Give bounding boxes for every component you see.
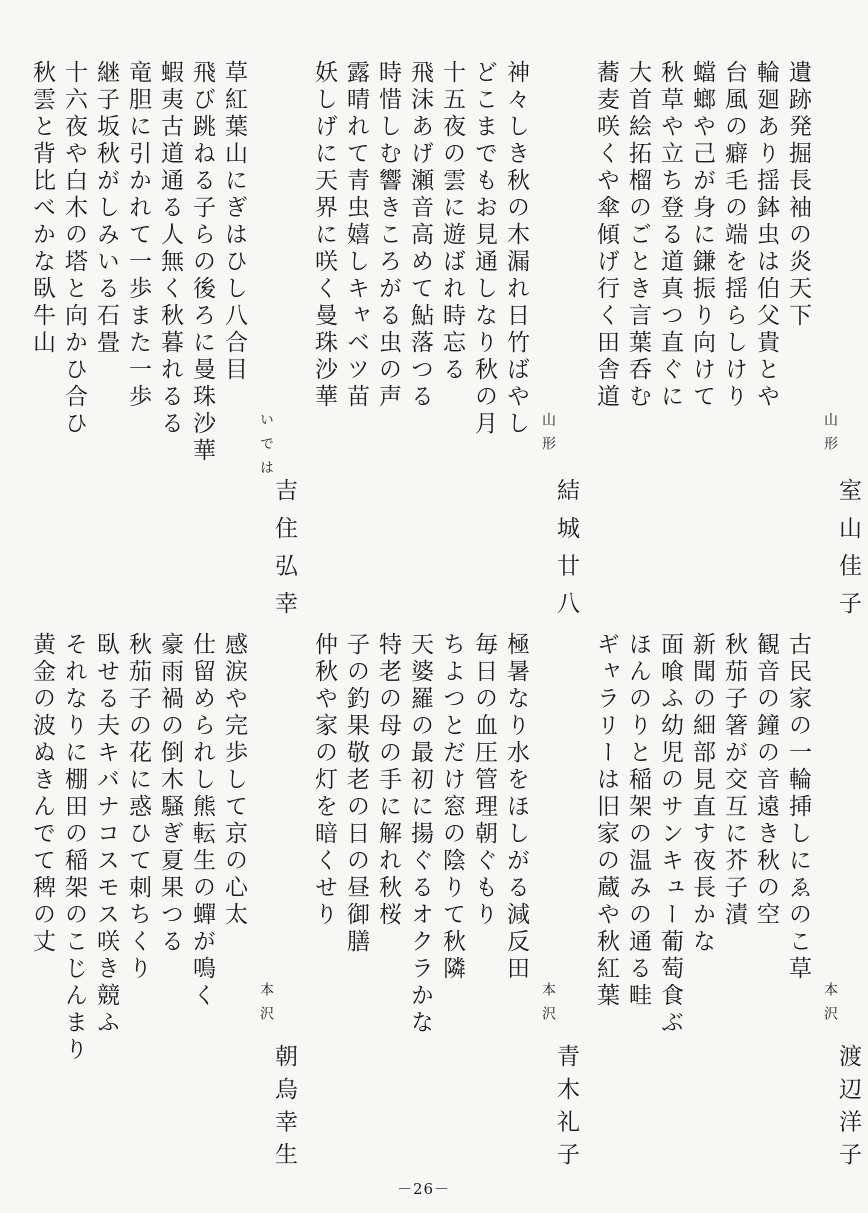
haiku-line: 大首絵拓榴のごとき言葉呑む [625, 60, 651, 411]
author-name: 吉住弘幸 [271, 478, 297, 618]
poem-group-aoki [308, 632, 586, 1167]
haiku-line: 子の釣果敬老の日の昼御膳 [343, 632, 369, 956]
haiku-line: 神々しき秋の木漏れ日竹ばやし [503, 60, 529, 438]
haiku-line: 黄金の波ぬきんでて稗の丈 [29, 632, 55, 956]
haiku-line: 極暑なり水をほしがる減反田 [503, 632, 529, 983]
haiku-line: 露晴れて青虫嬉しキャベツ苗 [343, 60, 369, 411]
haiku-line: ほんのりと稲架の温みの通る畦 [625, 632, 651, 1010]
author-name: 渡辺洋子 [835, 1044, 861, 1169]
author-column [814, 60, 868, 620]
haiku-line: 蝦夷古道通る人無く秋暮れるる [157, 60, 183, 438]
poem-group-watanabe [590, 632, 868, 1167]
page-number: －26－ [396, 1180, 451, 1198]
author-place: いでは [258, 412, 274, 484]
haiku-line: 飛沫あげ瀬音高めて鮎落つる [407, 60, 433, 411]
haiku-line: 毎日の血圧管理朝ぐもり [471, 632, 497, 929]
haiku-line: 新聞の細部見直す夜長かな [689, 632, 715, 956]
haiku-line: 草紅葉山にぎはひし八合目 [221, 60, 247, 384]
haiku-line: 豪雨禍の倒木騒ぎ夏果つる [157, 632, 183, 956]
haiku-line: 十六夜や白木の塔と向かひ合ひ [61, 60, 87, 438]
poem-group-asakarasu [26, 632, 304, 1167]
haiku-line: 十五夜の雲に遊ばれ時忘る [439, 60, 465, 384]
haiku-line: 面喰ふ幼児のサンキュー葡萄食ぶ [657, 632, 683, 1037]
author-name: 結城廿八 [553, 478, 579, 618]
haiku-line: 妖しげに天界に咲く曼珠沙華 [311, 60, 337, 411]
haiku-line: 飛び跳ねる子らの後ろに曼珠沙華 [189, 60, 215, 465]
author-place: 本沢 [258, 982, 274, 1030]
author-place: 本沢 [822, 982, 838, 1030]
haiku-line: 継子坂秋がしみいる石畳 [93, 60, 119, 357]
haiku-line: 感涙や完歩して京の心太 [221, 632, 247, 929]
haiku-line: 蟷螂や己が身に鎌振り向けて [689, 60, 715, 411]
author-column [250, 632, 304, 1167]
haiku-line: 台風の癖毛の端を揺らしけり [721, 60, 747, 411]
haiku-line: 蕎麦咲くや傘傾げ行く田舎道 [593, 60, 619, 411]
haiku-line: 輪廻あり揺鉢虫は伯父貴とや [753, 60, 779, 411]
haiku-line: ギャラリーは旧家の蔵や秋紅葉 [593, 632, 619, 1010]
haiku-line: 竜胆に引かれて一歩また一歩 [125, 60, 151, 411]
haiku-line: 天婆羅の最初に揚ぐるオクラかな [407, 632, 433, 1037]
author-place: 山形 [540, 412, 556, 460]
haiku-line: 古民家の一輪挿しにゑのこ草 [785, 632, 811, 983]
poem-group-yoshizumi [26, 60, 304, 620]
poem-group-yuki [308, 60, 586, 620]
haiku-line: 時惜しむ響きころがる虫の声 [375, 60, 401, 411]
bottom-section [22, 632, 868, 1167]
haiku-line: 観音の鐘の音遠き秋の空 [753, 632, 779, 929]
haiku-line: 秋草や立ち登る道真つ直ぐに [657, 60, 683, 411]
author-name: 朝烏幸生 [271, 1044, 297, 1169]
author-place: 山形 [822, 412, 838, 460]
haiku-line: 秋雲と背比べかな臥牛山 [29, 60, 55, 357]
haiku-line: 秋茄子箸が交互に芥子漬 [721, 632, 747, 929]
author-name: 室山佳子 [835, 478, 861, 618]
haiku-line: 秋茄子の花に惑ひて刺ちくり [125, 632, 151, 983]
author-column [814, 632, 868, 1167]
author-column [250, 60, 304, 620]
poem-group-muroyama [590, 60, 868, 620]
haiku-line: 仲秋や家の灯を暗くせり [311, 632, 337, 929]
haiku-line: 臥せる夫キバナコスモス咲き競ふ [93, 632, 119, 1037]
haiku-line: それなりに棚田の稲架のこじんまり [61, 632, 87, 1064]
author-place: 本沢 [540, 982, 556, 1030]
haiku-line: 遺跡発掘長袖の炎天下 [785, 60, 811, 330]
haiku-line: 仕留められし熊転生の蟬が鳴く [189, 632, 215, 1010]
haiku-line: 特老の母の手に解れ秋桜 [375, 632, 401, 929]
author-column [532, 60, 586, 620]
author-column [532, 632, 586, 1167]
haiku-line: どこまでもお見通しなり秋の月 [471, 60, 497, 438]
author-name: 青木礼子 [553, 1044, 579, 1169]
haiku-line: ちよつとだけ窓の陰りて秋隣 [439, 632, 465, 983]
top-section [22, 60, 868, 620]
